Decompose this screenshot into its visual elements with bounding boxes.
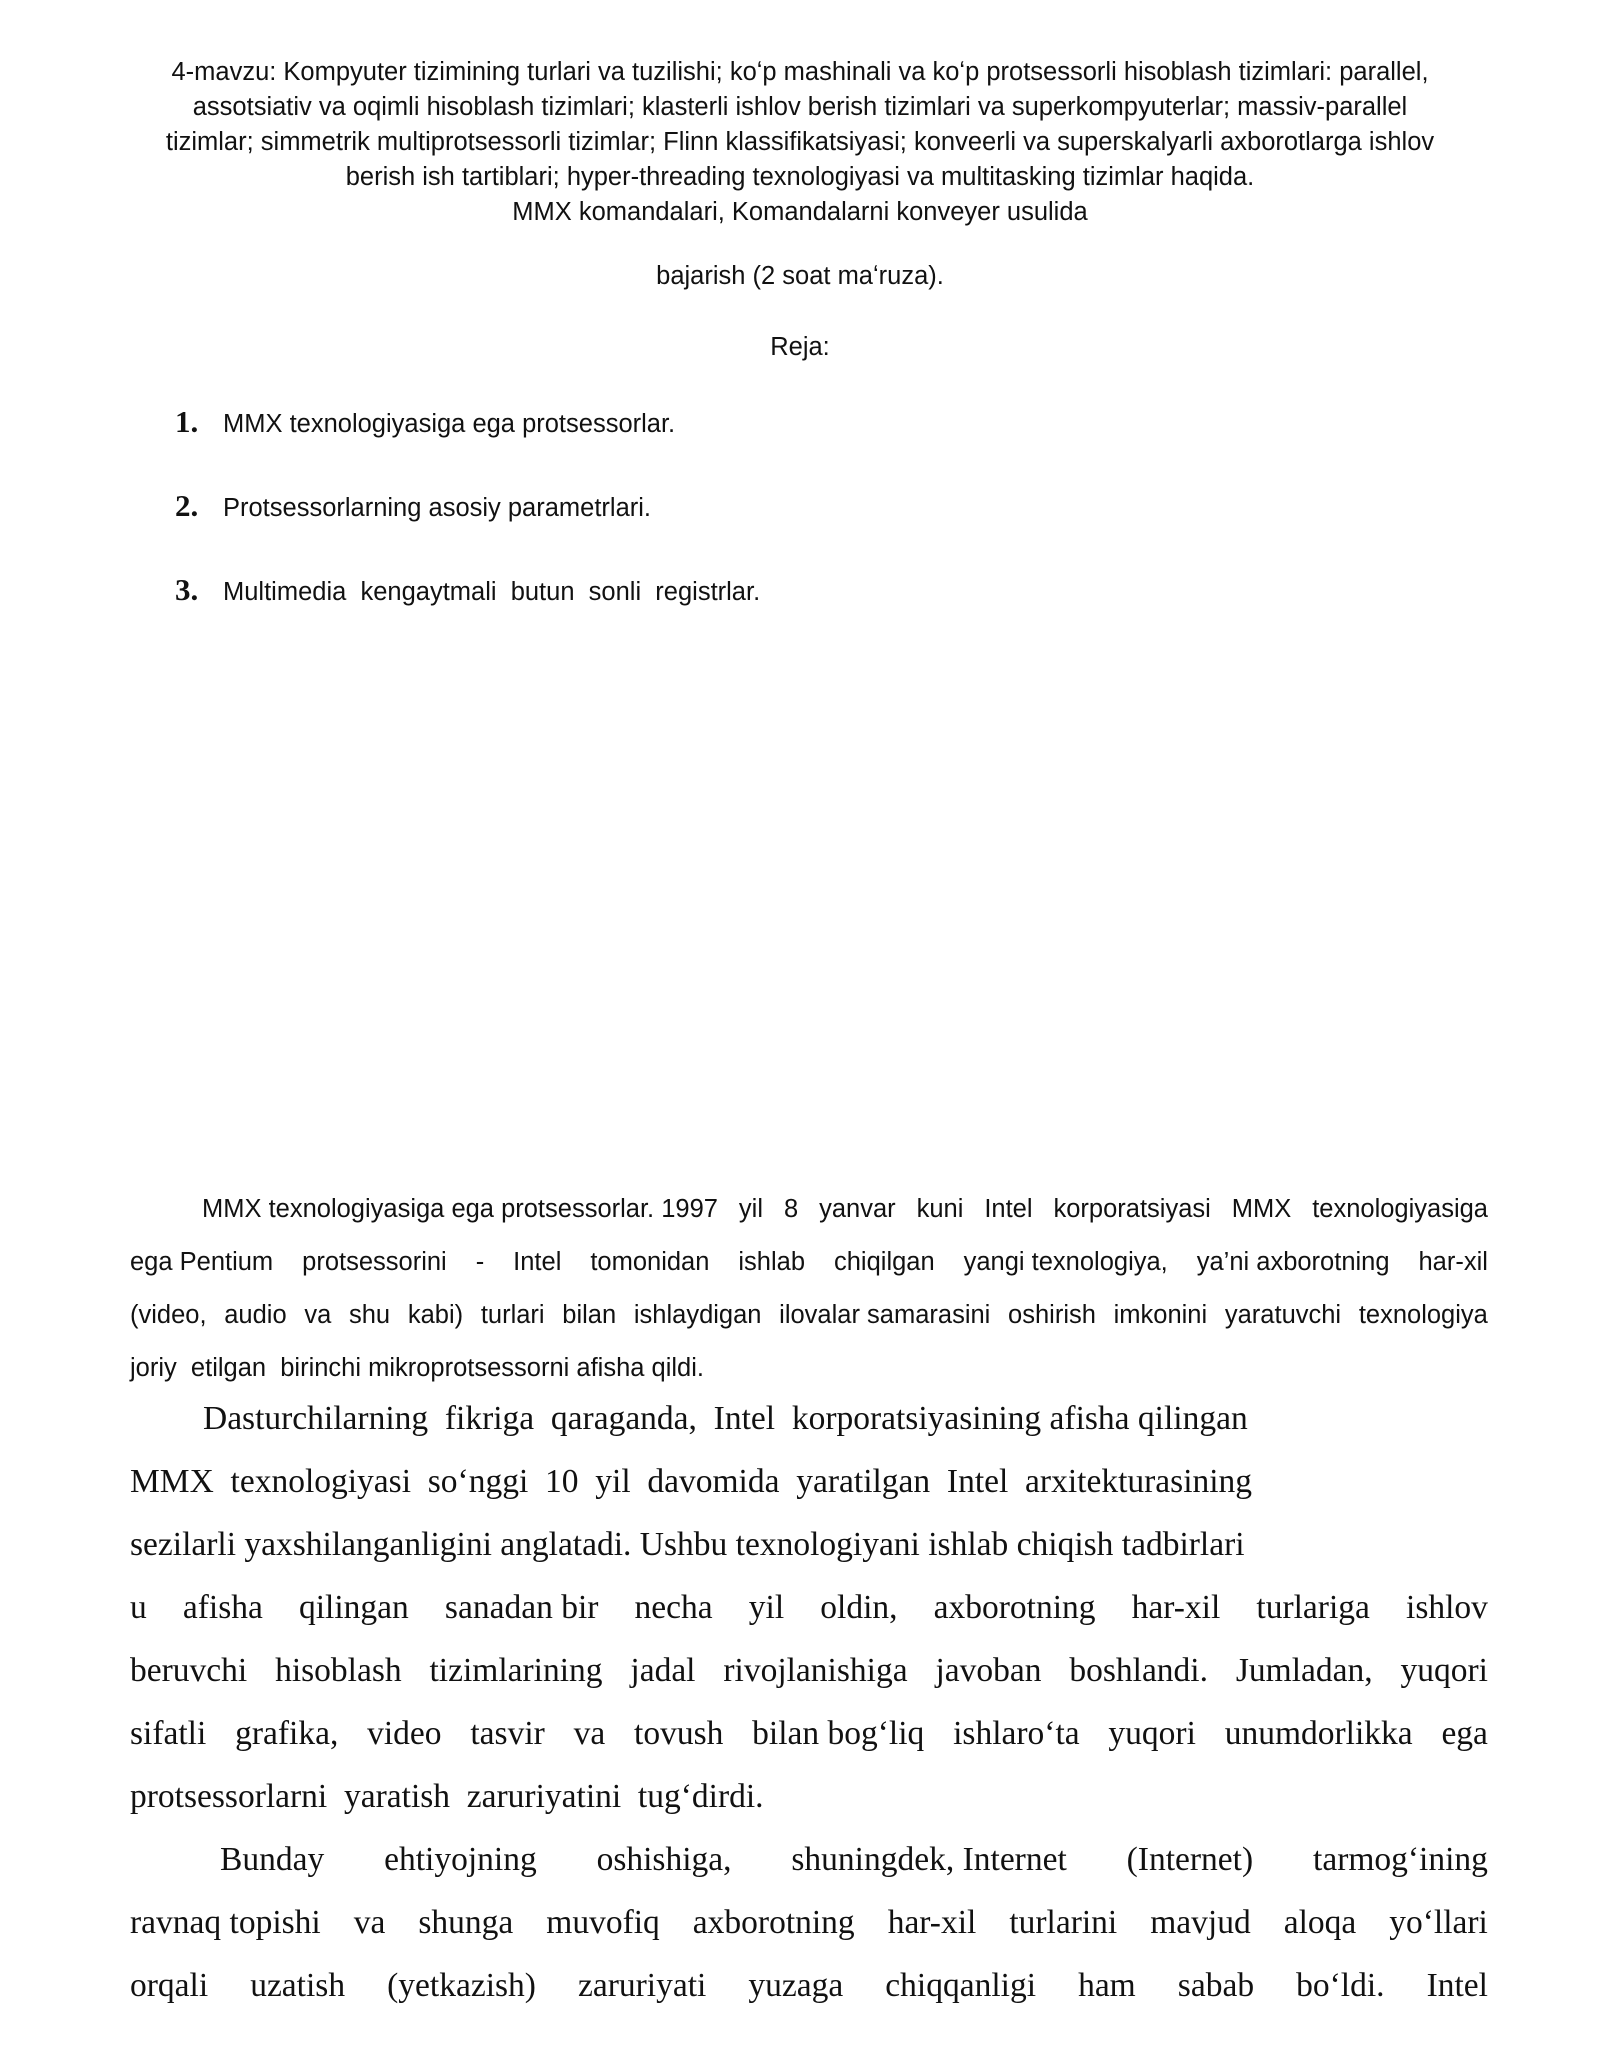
word: boshlandi. xyxy=(1069,1652,1208,1689)
paragraph-line: sezilarli yaxshilanganligini anglatadi. Ushbu texnologiyani ishlab chiqish tadbirlari xyxy=(130,1526,1245,1563)
word: shuningdek, Internet xyxy=(791,1841,1067,1878)
word: tasvir xyxy=(470,1715,545,1752)
word: texnologiyasiga xyxy=(1312,1195,1488,1223)
word: ishlov xyxy=(1406,1589,1488,1626)
word: shunga xyxy=(418,1904,514,1941)
paragraph-line xyxy=(130,1576,1488,1639)
word: ya’ni axborotning xyxy=(1196,1248,1390,1276)
word: MMX xyxy=(1231,1195,1292,1223)
word: necha xyxy=(634,1589,713,1626)
word: unumdorlikka xyxy=(1224,1715,1413,1752)
word: kabi) xyxy=(407,1301,464,1329)
word: zaruriyati xyxy=(578,1967,707,2004)
word: tovush xyxy=(634,1715,724,1752)
word: kuni xyxy=(916,1195,964,1223)
plan-item-text: Multimedia kengaytmali butun sonli registrlar. xyxy=(223,578,761,606)
paragraph-line: protsessorlarni yaratish zaruriyatini tugʻdirdi. xyxy=(130,1778,764,1815)
word: protsessorini xyxy=(302,1248,447,1276)
word: turlariga xyxy=(1256,1589,1370,1626)
word: ilovalar samarasini xyxy=(779,1301,991,1329)
word: ega xyxy=(1441,1715,1488,1752)
word: (Internet) xyxy=(1126,1841,1254,1878)
word: oshirish xyxy=(1008,1301,1096,1329)
word: korporatsiyasi xyxy=(1053,1195,1211,1223)
word: ishlaydigan xyxy=(633,1301,762,1329)
word: turlarini xyxy=(1009,1904,1118,1941)
paragraph-line xyxy=(130,1954,1488,2017)
word: tomonidan xyxy=(590,1248,710,1276)
word: axborotning xyxy=(692,1904,855,1941)
word: grafika, xyxy=(235,1715,339,1752)
plan-item-number: 3. xyxy=(175,572,199,607)
word: - xyxy=(475,1248,485,1276)
word: 8 xyxy=(783,1195,799,1223)
word: har-xil xyxy=(1131,1589,1221,1626)
word: yuzaga xyxy=(748,1967,844,2004)
word: chiqqanligi xyxy=(885,1967,1037,2004)
plan-item xyxy=(175,572,760,608)
word: qilingan xyxy=(299,1589,409,1626)
word: yanvar xyxy=(819,1195,896,1223)
heading-line: assotsiativ va oqimli hisoblash tizimlari; klasterli ishlov berish tizimlari va superkompyuterlar; massiv-parallel xyxy=(192,93,1408,121)
plan-item-number: 1. xyxy=(175,404,199,439)
word: yil xyxy=(738,1195,763,1223)
word: Intel xyxy=(513,1248,562,1276)
plan-item-text: MMX texnologiyasiga ega protsessorlar. xyxy=(223,410,676,438)
heading-continuation: bajarish (2 soat maʻruza). xyxy=(656,262,944,290)
paragraph-line xyxy=(130,1289,1488,1342)
word: uzatish xyxy=(250,1967,346,2004)
word: yaratuvchi xyxy=(1224,1301,1342,1329)
paragraph-line xyxy=(130,1702,1488,1765)
word: sanadan bir xyxy=(444,1589,599,1626)
word: imkonini xyxy=(1113,1301,1208,1329)
paragraph-line: joriy etilgan birinchi mikroprotsessorni afisha qildi. xyxy=(130,1354,704,1382)
word: u xyxy=(130,1589,147,1626)
word: muvofiq xyxy=(546,1904,660,1941)
word: Jumladan, xyxy=(1235,1652,1373,1689)
heading-line: berish ish tartiblari; hyper-threading texnologiyasi va multitasking tizimlar haqida. xyxy=(345,163,1255,191)
paragraph-line xyxy=(130,1183,1488,1236)
paragraph-intro xyxy=(130,1183,1488,1395)
paragraph-line: MMX texnologiyasi soʻnggi 10 yil davomida yaratilgan Intel arxitekturasining xyxy=(130,1463,1253,1500)
word: bilan bogʻliq xyxy=(752,1715,925,1752)
word: oshishiga, xyxy=(596,1841,732,1878)
word: afisha xyxy=(182,1589,263,1626)
word: Bunday xyxy=(220,1841,325,1878)
paragraph-line: Dasturchilarning fikriga qaraganda, Intel korporatsiyasining afisha qilingan xyxy=(203,1400,1248,1437)
word: MMX texnologiyasiga ega protsessorlar. 1997 xyxy=(202,1195,718,1223)
word: texnologiya xyxy=(1358,1301,1488,1329)
word: turlari xyxy=(480,1301,545,1329)
word: ham xyxy=(1078,1967,1136,2004)
word: ravnaq topishi xyxy=(130,1904,321,1941)
paragraph-developers xyxy=(130,1387,1488,1828)
word: yil xyxy=(748,1589,785,1626)
heading-line: 4-mavzu: Kompyuter tizimining turlari va tuzilishi; koʻp mashinali va koʻp protsessorli hisoblash tizimlari: parallel, xyxy=(171,58,1429,86)
paragraph-line xyxy=(130,1639,1488,1702)
heading-line: tizimlar; simmetrik multiprotsessorli tizimlar; Flinn klassifikatsiyasi; konveerli va superskalyarli axborotlarga ishlov xyxy=(165,128,1435,156)
word: axborotning xyxy=(933,1589,1096,1626)
word: jadal xyxy=(630,1652,696,1689)
word: mavjud xyxy=(1150,1904,1251,1941)
word: hisoblash xyxy=(275,1652,402,1689)
word: tizimlarining xyxy=(429,1652,603,1689)
word: har-xil xyxy=(1418,1248,1488,1276)
word: shu xyxy=(349,1301,391,1329)
plan-item xyxy=(175,488,651,524)
word: ega Pentium xyxy=(130,1248,274,1276)
word: va xyxy=(353,1904,386,1941)
word: aloqa xyxy=(1283,1904,1357,1941)
word: yuqori xyxy=(1400,1652,1488,1689)
topic-heading xyxy=(130,55,1470,230)
paragraph-line xyxy=(130,1828,1488,1891)
plan-item-text: Protsessorlarning asosiy parametrlari. xyxy=(223,494,651,522)
word: yuqori xyxy=(1108,1715,1196,1752)
word: har-xil xyxy=(887,1904,977,1941)
word: javoban xyxy=(935,1652,1042,1689)
word: (video, xyxy=(130,1301,207,1329)
word: Intel xyxy=(1426,1967,1488,2004)
paragraph-internet xyxy=(130,1828,1488,2017)
word: sifatli xyxy=(130,1715,207,1752)
word: oldin, xyxy=(820,1589,898,1626)
word: video xyxy=(367,1715,442,1752)
plan-item xyxy=(175,404,675,440)
word: boʻldi. xyxy=(1296,1967,1385,2004)
plan-item-number: 2. xyxy=(175,488,199,523)
word: Intel xyxy=(984,1195,1033,1223)
word: ishlab xyxy=(738,1248,806,1276)
plan-label: Reja: xyxy=(770,333,830,361)
word: va xyxy=(304,1301,332,1329)
word: audio xyxy=(224,1301,287,1329)
word: yoʻllari xyxy=(1389,1904,1488,1941)
word: tarmogʻining xyxy=(1313,1841,1488,1878)
paragraph-line xyxy=(130,1891,1488,1954)
heading-line: MMX komandalari, Komandalarni konveyer usulida xyxy=(512,198,1088,226)
word: (yetkazish) xyxy=(387,1967,536,2004)
word: yangi texnologiya, xyxy=(963,1248,1168,1276)
word: chiqilgan xyxy=(834,1248,935,1276)
word: rivojlanishiga xyxy=(723,1652,908,1689)
word: orqali xyxy=(130,1967,209,2004)
word: sabab xyxy=(1177,1967,1255,2004)
word: beruvchi xyxy=(130,1652,248,1689)
word: bilan xyxy=(562,1301,617,1329)
word: va xyxy=(573,1715,606,1752)
paragraph-line xyxy=(130,1236,1488,1289)
word: ehtiyojning xyxy=(384,1841,537,1878)
word: ishlaroʻta xyxy=(953,1715,1080,1752)
